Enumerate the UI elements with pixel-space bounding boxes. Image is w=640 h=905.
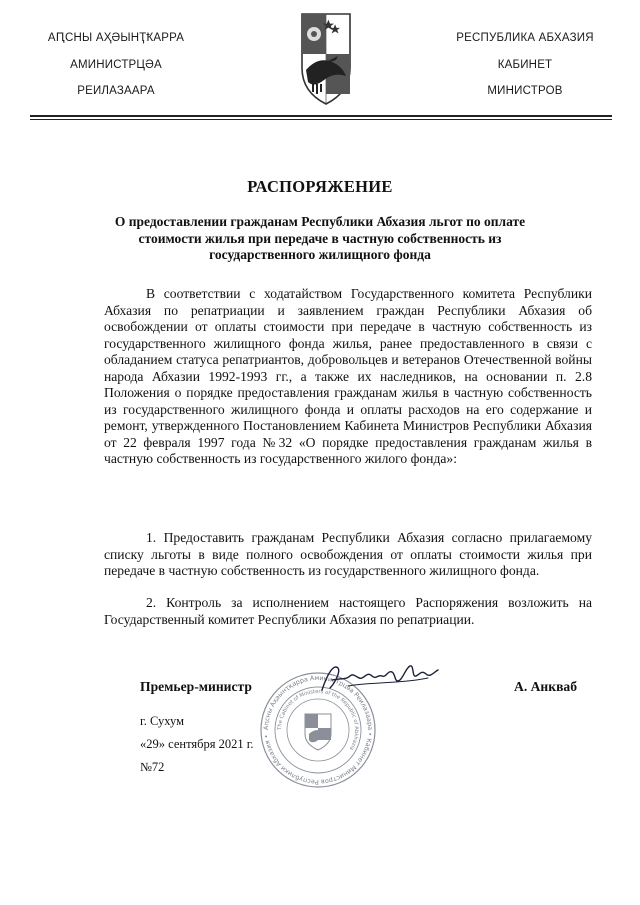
header-right-line-1: РЕСПУБЛИКА АБХАЗИЯ (456, 32, 594, 44)
header-left-block (34, 32, 198, 112)
stamp-inner-text: The Cabinet of Ministers of the Republic of Abkhazia (276, 688, 360, 751)
header-left-line-1: АԤСНЫ АҲӘЫНҬҞАРРА (47, 32, 185, 44)
abkhazia-coat-of-arms-icon (298, 10, 354, 106)
stamp-outer-text: Аԥсны Аҳәынҭқарра Аминистрцәа Реилазаара • Кабинет Министров Республики Абхазия • (261, 673, 375, 787)
header-left-line-2: АМИНИСТРЦӘА (70, 58, 162, 71)
document-title: РАСПОРЯЖЕНИЕ (247, 177, 393, 196)
document-subtitle: О предоставлении гражданам Республики Абхазия льгот по оплате стоимости жилья при передаче в частную собственность из государственного жилищного фонда (114, 214, 526, 262)
issue-date: «29» сентября 2021 г. (140, 737, 254, 751)
handwritten-signature (318, 662, 442, 696)
header-divider-thin (30, 119, 612, 120)
body-item-2: 2. Контроль за исполнением настоящего Распоряжения возложить на Государственный комитет Республики Абхазия по репатриации. (104, 595, 592, 627)
body-paragraph-preamble: В соответствии с ходатайством Государственного комитета Республики Абхазия по репатриации и заявлением граждан Республики Абхазия об освобождении от оплаты стоимости при передаче в частную собственность из государственного жилищного фонда жилья, ранее предоставленного в связи с обладанием статуса репатриантов, добровольцев и ветеранов Отечественной войны народа Абхазии 1992-1993 гг., а также их наследников, на основании п. 2.8 Положения о порядке предоставления гражданам жилья в частную собственность из государственного жилищного фонда и оплаты расходов на его содержание и ремонт, утвержденного Постановлением Кабинета Министров Республики Абхазия от 22 февраля 1997 года №32 «О порядке предоставления гражданам жилья в частную собственность из государственного жилого фонда»: (104, 286, 592, 466)
document-number: №72 (140, 760, 165, 774)
issue-city: г. Сухум (140, 714, 185, 728)
header-right-block (442, 32, 608, 112)
body-item-1: 1. Предоставить гражданам Республики Абхазия согласно прилагаемому списку льготы в виде полного освобождения от оплаты стоимости жилья при передаче в частную собственность из государственного жилищного фонда. (104, 530, 592, 578)
signatory-role: Премьер-министр (140, 679, 252, 694)
header-right-line-2: КАБИНЕТ (497, 58, 553, 71)
signatory-name: А. Анкваб (514, 679, 578, 694)
header-left-line-3: РЕИЛАЗААРА (77, 85, 155, 97)
header-right-line-3: МИНИСТРОВ (487, 85, 563, 97)
header-divider-thick (30, 115, 612, 117)
